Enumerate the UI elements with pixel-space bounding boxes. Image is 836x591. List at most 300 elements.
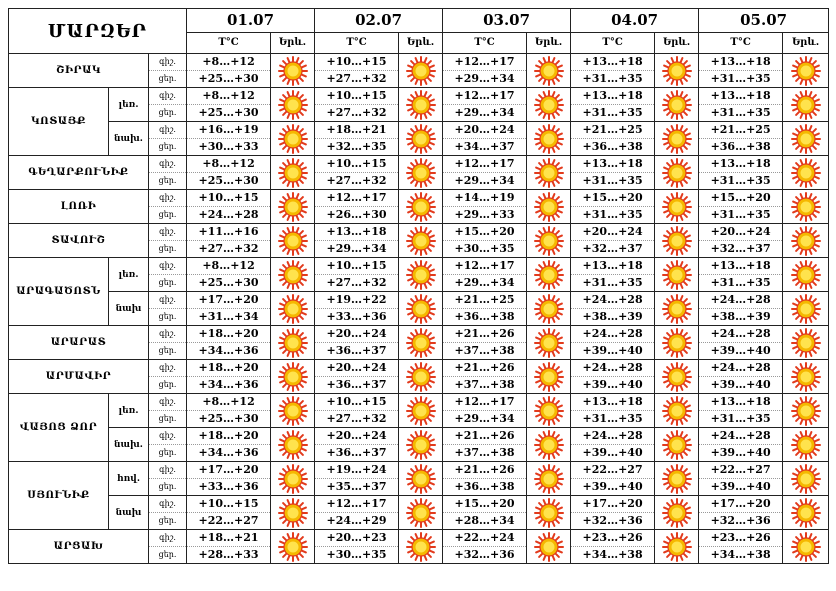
sun-icon bbox=[791, 532, 821, 562]
subregion-label: հով. bbox=[109, 462, 149, 496]
day-temp: +33…+36 bbox=[326, 310, 387, 323]
sun-icon bbox=[278, 362, 308, 392]
day-temp: +32…+36 bbox=[582, 514, 643, 527]
night-temp: +20…+24 bbox=[315, 326, 398, 343]
day-label: ցեր. bbox=[158, 346, 177, 355]
sun-icon bbox=[406, 430, 436, 460]
weather-cell bbox=[271, 88, 315, 122]
sun-icon bbox=[406, 226, 436, 256]
weather-cell bbox=[271, 190, 315, 224]
temperature-cell bbox=[571, 292, 655, 326]
sun-icon bbox=[662, 158, 692, 188]
region-name: ՎԱՅՈՑ ՁՈՐ bbox=[9, 394, 109, 462]
weather-cell bbox=[655, 88, 699, 122]
sun-icon bbox=[662, 192, 692, 222]
day-label: ցեր. bbox=[158, 278, 177, 287]
night-label: գիշ. bbox=[149, 428, 186, 445]
sun-icon bbox=[791, 396, 821, 426]
temperature-cell bbox=[315, 190, 399, 224]
day-temp: +38…+39 bbox=[582, 310, 643, 323]
subregion-label: լեռ. bbox=[109, 394, 149, 428]
day-temp: +24…+29 bbox=[326, 514, 387, 527]
weather-cell bbox=[655, 224, 699, 258]
day-label: ցեր. bbox=[158, 176, 177, 185]
day-temp: +38…+39 bbox=[710, 310, 771, 323]
day-temp: +34…+37 bbox=[454, 140, 515, 153]
night-temp: +10…+15 bbox=[187, 496, 270, 513]
day-temp: +36…+37 bbox=[326, 378, 387, 391]
night-label: գիշ. bbox=[149, 190, 186, 207]
day-temp: +31…+35 bbox=[582, 174, 643, 187]
weather-column-header: Երև. bbox=[527, 32, 571, 53]
weather-cell bbox=[271, 54, 315, 88]
sun-icon bbox=[406, 328, 436, 358]
night-label: գիշ. bbox=[149, 360, 186, 377]
weather-column-header: Երև. bbox=[399, 32, 443, 53]
night-label: գիշ. bbox=[149, 496, 186, 513]
day-temp: +27…+32 bbox=[198, 242, 259, 255]
temperature-cell bbox=[571, 360, 655, 394]
sun-icon bbox=[406, 464, 436, 494]
day-temp: +27…+32 bbox=[326, 106, 387, 119]
table-row bbox=[9, 428, 829, 462]
sun-icon bbox=[278, 90, 308, 120]
night-temp: +24…+28 bbox=[699, 326, 782, 343]
weather-cell bbox=[527, 190, 571, 224]
sun-icon bbox=[662, 430, 692, 460]
day-temp: +32…+36 bbox=[710, 514, 771, 527]
subregion-label: նախ. bbox=[109, 428, 149, 462]
day-temp: +36…+38 bbox=[710, 140, 771, 153]
day-temp: +36…+38 bbox=[454, 310, 515, 323]
forecast-table bbox=[8, 8, 829, 564]
day-temp: +35…+37 bbox=[326, 480, 387, 493]
temperature-cell bbox=[187, 394, 271, 428]
temperature-cell bbox=[315, 394, 399, 428]
temperature-cell bbox=[699, 462, 783, 496]
temperature-cell bbox=[443, 394, 527, 428]
night-temp: +12…+17 bbox=[315, 496, 398, 513]
weather-cell bbox=[783, 292, 829, 326]
night-temp: +13…+18 bbox=[699, 54, 782, 71]
day-temp: +32…+35 bbox=[326, 140, 387, 153]
day-label: ցեր. bbox=[158, 312, 177, 321]
day-temp: +31…+35 bbox=[582, 276, 643, 289]
temperature-cell bbox=[443, 326, 527, 360]
temperature-cell bbox=[187, 428, 271, 462]
temperature-cell bbox=[187, 224, 271, 258]
night-temp: +15…+20 bbox=[443, 496, 526, 513]
temperature-cell bbox=[699, 258, 783, 292]
temperature-cell bbox=[315, 88, 399, 122]
night-temp: +12…+17 bbox=[443, 258, 526, 275]
subregion-label: լեռ. bbox=[109, 258, 149, 292]
temperature-cell bbox=[699, 156, 783, 190]
night-temp: +17…+20 bbox=[187, 462, 270, 479]
temp-column-header: T°C bbox=[187, 32, 271, 53]
sun-icon bbox=[534, 260, 564, 290]
weather-cell bbox=[399, 122, 443, 156]
sun-icon bbox=[534, 362, 564, 392]
temperature-cell bbox=[187, 326, 271, 360]
night-temp: +10…+15 bbox=[315, 88, 398, 105]
night-temp: +17…+20 bbox=[571, 496, 654, 513]
sun-icon bbox=[662, 56, 692, 86]
sun-icon bbox=[278, 226, 308, 256]
sun-icon bbox=[662, 396, 692, 426]
sun-icon bbox=[534, 328, 564, 358]
table-row bbox=[9, 88, 829, 122]
temperature-cell bbox=[443, 292, 527, 326]
temperature-cell bbox=[699, 54, 783, 88]
temperature-cell bbox=[315, 428, 399, 462]
day-night-labels bbox=[149, 326, 187, 360]
sun-icon bbox=[534, 532, 564, 562]
temperature-cell bbox=[187, 156, 271, 190]
weather-cell bbox=[399, 190, 443, 224]
night-temp: +15…+20 bbox=[571, 190, 654, 207]
sun-icon bbox=[662, 328, 692, 358]
weather-cell bbox=[527, 394, 571, 428]
night-temp: +21…+26 bbox=[443, 428, 526, 445]
table-row bbox=[9, 462, 829, 496]
temperature-cell bbox=[315, 292, 399, 326]
sun-icon bbox=[662, 226, 692, 256]
table-row bbox=[9, 496, 829, 530]
weather-cell bbox=[527, 428, 571, 462]
temperature-cell bbox=[187, 462, 271, 496]
weather-cell bbox=[655, 394, 699, 428]
day-temp: +39…+40 bbox=[710, 446, 771, 459]
day-night-labels bbox=[149, 54, 187, 88]
temperature-cell bbox=[187, 530, 271, 564]
sun-icon bbox=[662, 260, 692, 290]
night-label: գիշ. bbox=[149, 394, 186, 411]
weather-cell bbox=[527, 258, 571, 292]
night-temp: +18…+21 bbox=[315, 122, 398, 139]
day-temp: +25…+30 bbox=[198, 174, 259, 187]
weather-cell bbox=[399, 88, 443, 122]
sun-icon bbox=[534, 158, 564, 188]
weather-cell bbox=[399, 462, 443, 496]
night-temp: +24…+28 bbox=[571, 428, 654, 445]
night-temp: +12…+17 bbox=[443, 394, 526, 411]
temp-column-header: T°C bbox=[315, 32, 399, 53]
day-night-labels bbox=[149, 428, 187, 462]
temperature-cell bbox=[187, 88, 271, 122]
night-temp: +13…+18 bbox=[571, 258, 654, 275]
day-temp: +29…+34 bbox=[454, 72, 515, 85]
night-temp: +20…+24 bbox=[571, 224, 654, 241]
table-title: ՄԱՐԶԵՐ bbox=[9, 9, 187, 54]
temperature-cell bbox=[699, 394, 783, 428]
day-temp: +34…+36 bbox=[198, 378, 259, 391]
day-night-labels bbox=[149, 394, 187, 428]
night-temp: +13…+18 bbox=[699, 156, 782, 173]
day-label: ցեր. bbox=[158, 482, 177, 491]
day-night-labels bbox=[149, 462, 187, 496]
night-temp: +13…+18 bbox=[315, 224, 398, 241]
night-temp: +18…+20 bbox=[187, 428, 270, 445]
sun-icon bbox=[406, 124, 436, 154]
night-temp: +21…+25 bbox=[571, 122, 654, 139]
day-night-labels bbox=[149, 258, 187, 292]
day-temp: +32…+37 bbox=[582, 242, 643, 255]
weather-cell bbox=[527, 122, 571, 156]
weather-cell bbox=[655, 496, 699, 530]
day-temp: +27…+32 bbox=[326, 72, 387, 85]
region-name: ԱՐԱԳԱԾՈՏՆ bbox=[9, 258, 109, 326]
weather-cell bbox=[399, 54, 443, 88]
weather-cell bbox=[271, 530, 315, 564]
day-temp: +30…+33 bbox=[198, 140, 259, 153]
night-temp: +13…+18 bbox=[699, 258, 782, 275]
sun-icon bbox=[662, 90, 692, 120]
temperature-cell bbox=[443, 54, 527, 88]
day-temp: +25…+30 bbox=[198, 72, 259, 85]
region-name: ԳԵՂԱՐՔՈՒՆԻՔ bbox=[9, 156, 149, 190]
day-label: ցեր. bbox=[158, 142, 177, 151]
subregion-label: նախ bbox=[109, 292, 149, 326]
day-temp: +31…+35 bbox=[710, 276, 771, 289]
temperature-cell bbox=[571, 224, 655, 258]
day-temp: +30…+35 bbox=[454, 242, 515, 255]
sun-icon bbox=[791, 430, 821, 460]
day-temp: +25…+30 bbox=[198, 106, 259, 119]
weather-cell bbox=[271, 496, 315, 530]
weather-cell bbox=[783, 224, 829, 258]
night-label: գիշ. bbox=[149, 54, 186, 71]
day-temp: +29…+34 bbox=[454, 412, 515, 425]
sun-icon bbox=[791, 158, 821, 188]
night-temp: +22…+27 bbox=[571, 462, 654, 479]
day-temp: +27…+32 bbox=[326, 412, 387, 425]
day-label: ցեր. bbox=[158, 74, 177, 83]
weather-cell bbox=[271, 292, 315, 326]
day-temp: +37…+38 bbox=[454, 446, 515, 459]
night-temp: +21…+26 bbox=[443, 462, 526, 479]
temperature-cell bbox=[699, 190, 783, 224]
night-temp: +11…+16 bbox=[187, 224, 270, 241]
temperature-cell bbox=[315, 360, 399, 394]
weather-cell bbox=[399, 156, 443, 190]
night-temp: +22…+24 bbox=[443, 530, 526, 547]
day-label: ցեր. bbox=[158, 516, 177, 525]
weather-cell bbox=[271, 394, 315, 428]
day-night-labels bbox=[149, 292, 187, 326]
weather-cell bbox=[783, 88, 829, 122]
night-temp: +15…+20 bbox=[443, 224, 526, 241]
weather-cell bbox=[655, 292, 699, 326]
sun-icon bbox=[662, 532, 692, 562]
table-row bbox=[9, 530, 829, 564]
day-temp: +25…+30 bbox=[198, 412, 259, 425]
sun-icon bbox=[534, 192, 564, 222]
table-row bbox=[9, 122, 829, 156]
sun-icon bbox=[278, 464, 308, 494]
temperature-cell bbox=[699, 530, 783, 564]
weather-cell bbox=[527, 156, 571, 190]
sun-icon bbox=[278, 498, 308, 528]
day-temp: +34…+38 bbox=[582, 548, 643, 561]
night-temp: +20…+24 bbox=[315, 360, 398, 377]
weather-cell bbox=[655, 190, 699, 224]
weather-cell bbox=[271, 258, 315, 292]
night-temp: +8…+12 bbox=[187, 394, 270, 411]
region-name: ՍՅՈՒՆԻՔ bbox=[9, 462, 109, 530]
weather-cell bbox=[527, 292, 571, 326]
sun-icon bbox=[534, 124, 564, 154]
weather-cell bbox=[271, 156, 315, 190]
temperature-cell bbox=[699, 224, 783, 258]
sun-icon bbox=[278, 260, 308, 290]
sun-icon bbox=[662, 294, 692, 324]
table-row bbox=[9, 292, 829, 326]
night-label: գիշ. bbox=[149, 292, 186, 309]
night-temp: +23…+26 bbox=[699, 530, 782, 547]
day-night-labels bbox=[149, 496, 187, 530]
weather-cell bbox=[655, 530, 699, 564]
weather-cell bbox=[271, 462, 315, 496]
night-temp: +16…+19 bbox=[187, 122, 270, 139]
night-temp: +20…+23 bbox=[315, 530, 398, 547]
day-temp: +29…+34 bbox=[454, 276, 515, 289]
sun-icon bbox=[791, 124, 821, 154]
night-temp: +21…+25 bbox=[699, 122, 782, 139]
night-temp: +8…+12 bbox=[187, 88, 270, 105]
sun-icon bbox=[278, 532, 308, 562]
sun-icon bbox=[534, 396, 564, 426]
weather-cell bbox=[399, 530, 443, 564]
night-temp: +10…+15 bbox=[315, 258, 398, 275]
weather-cell bbox=[399, 360, 443, 394]
subregion-label: նախ bbox=[109, 496, 149, 530]
sun-icon bbox=[278, 430, 308, 460]
temperature-cell bbox=[571, 496, 655, 530]
night-temp: +12…+17 bbox=[443, 88, 526, 105]
weather-cell bbox=[271, 224, 315, 258]
day-temp: +29…+34 bbox=[326, 242, 387, 255]
weather-cell bbox=[783, 258, 829, 292]
day-temp: +36…+38 bbox=[454, 480, 515, 493]
weather-cell bbox=[783, 530, 829, 564]
table-row bbox=[9, 54, 829, 88]
night-temp: +23…+26 bbox=[571, 530, 654, 547]
sun-icon bbox=[791, 192, 821, 222]
night-temp: +24…+28 bbox=[699, 428, 782, 445]
day-night-labels bbox=[149, 122, 187, 156]
region-name: ՏԱՎՈՒՇ bbox=[9, 224, 149, 258]
temperature-cell bbox=[571, 190, 655, 224]
weather-cell bbox=[783, 360, 829, 394]
sun-icon bbox=[406, 294, 436, 324]
table-row bbox=[9, 190, 829, 224]
night-temp: +18…+21 bbox=[187, 530, 270, 547]
weather-cell bbox=[783, 496, 829, 530]
night-label: գիշ. bbox=[149, 462, 186, 479]
night-temp: +18…+20 bbox=[187, 326, 270, 343]
night-temp: +8…+12 bbox=[187, 54, 270, 71]
weather-cell bbox=[527, 462, 571, 496]
sun-icon bbox=[791, 226, 821, 256]
weather-cell bbox=[783, 54, 829, 88]
temperature-cell bbox=[571, 122, 655, 156]
night-temp: +10…+15 bbox=[315, 156, 398, 173]
sun-icon bbox=[534, 464, 564, 494]
night-temp: +15…+20 bbox=[699, 190, 782, 207]
temperature-cell bbox=[315, 462, 399, 496]
day-temp: +31…+35 bbox=[582, 72, 643, 85]
day-night-labels bbox=[149, 530, 187, 564]
day-temp: +28…+34 bbox=[454, 514, 515, 527]
temperature-cell bbox=[443, 190, 527, 224]
night-temp: +24…+28 bbox=[571, 360, 654, 377]
region-name: ՇԻՐԱԿ bbox=[9, 54, 149, 88]
temperature-cell bbox=[699, 326, 783, 360]
sun-icon bbox=[791, 294, 821, 324]
night-temp: +22…+27 bbox=[699, 462, 782, 479]
day-label: ցեր. bbox=[158, 550, 177, 559]
temperature-cell bbox=[571, 88, 655, 122]
day-temp: +37…+38 bbox=[454, 378, 515, 391]
day-temp: +39…+40 bbox=[710, 378, 771, 391]
night-label: գիշ. bbox=[149, 224, 186, 241]
night-temp: +21…+26 bbox=[443, 360, 526, 377]
temperature-cell bbox=[187, 360, 271, 394]
day-night-labels bbox=[149, 224, 187, 258]
temperature-cell bbox=[699, 428, 783, 462]
night-temp: +20…+24 bbox=[443, 122, 526, 139]
table-row bbox=[9, 258, 829, 292]
sun-icon bbox=[278, 124, 308, 154]
night-label: գիշ. bbox=[149, 258, 186, 275]
table-row bbox=[9, 394, 829, 428]
temp-column-header: T°C bbox=[571, 32, 655, 53]
temperature-cell bbox=[315, 54, 399, 88]
temperature-cell bbox=[443, 156, 527, 190]
day-temp: +31…+35 bbox=[710, 106, 771, 119]
day-temp: +39…+40 bbox=[710, 480, 771, 493]
day-temp: +22…+27 bbox=[198, 514, 259, 527]
weather-cell bbox=[527, 360, 571, 394]
sun-icon bbox=[406, 90, 436, 120]
temperature-cell bbox=[187, 258, 271, 292]
temperature-cell bbox=[699, 122, 783, 156]
temperature-cell bbox=[315, 156, 399, 190]
day-temp: +39…+40 bbox=[582, 344, 643, 357]
temperature-cell bbox=[187, 292, 271, 326]
weather-cell bbox=[783, 190, 829, 224]
weather-cell bbox=[399, 394, 443, 428]
temp-column-header: T°C bbox=[443, 32, 527, 53]
weather-column-header: Երև. bbox=[271, 32, 315, 53]
weather-cell bbox=[783, 122, 829, 156]
table-row bbox=[9, 156, 829, 190]
sun-icon bbox=[406, 56, 436, 86]
weather-cell bbox=[655, 462, 699, 496]
sun-icon bbox=[534, 430, 564, 460]
night-temp: +8…+12 bbox=[187, 156, 270, 173]
day-temp: +27…+32 bbox=[326, 174, 387, 187]
sun-icon bbox=[791, 56, 821, 86]
weather-cell bbox=[271, 326, 315, 360]
temperature-cell bbox=[187, 54, 271, 88]
temperature-cell bbox=[443, 360, 527, 394]
night-temp: +10…+15 bbox=[315, 54, 398, 71]
temperature-cell bbox=[443, 122, 527, 156]
day-night-labels bbox=[149, 156, 187, 190]
sun-icon bbox=[791, 260, 821, 290]
